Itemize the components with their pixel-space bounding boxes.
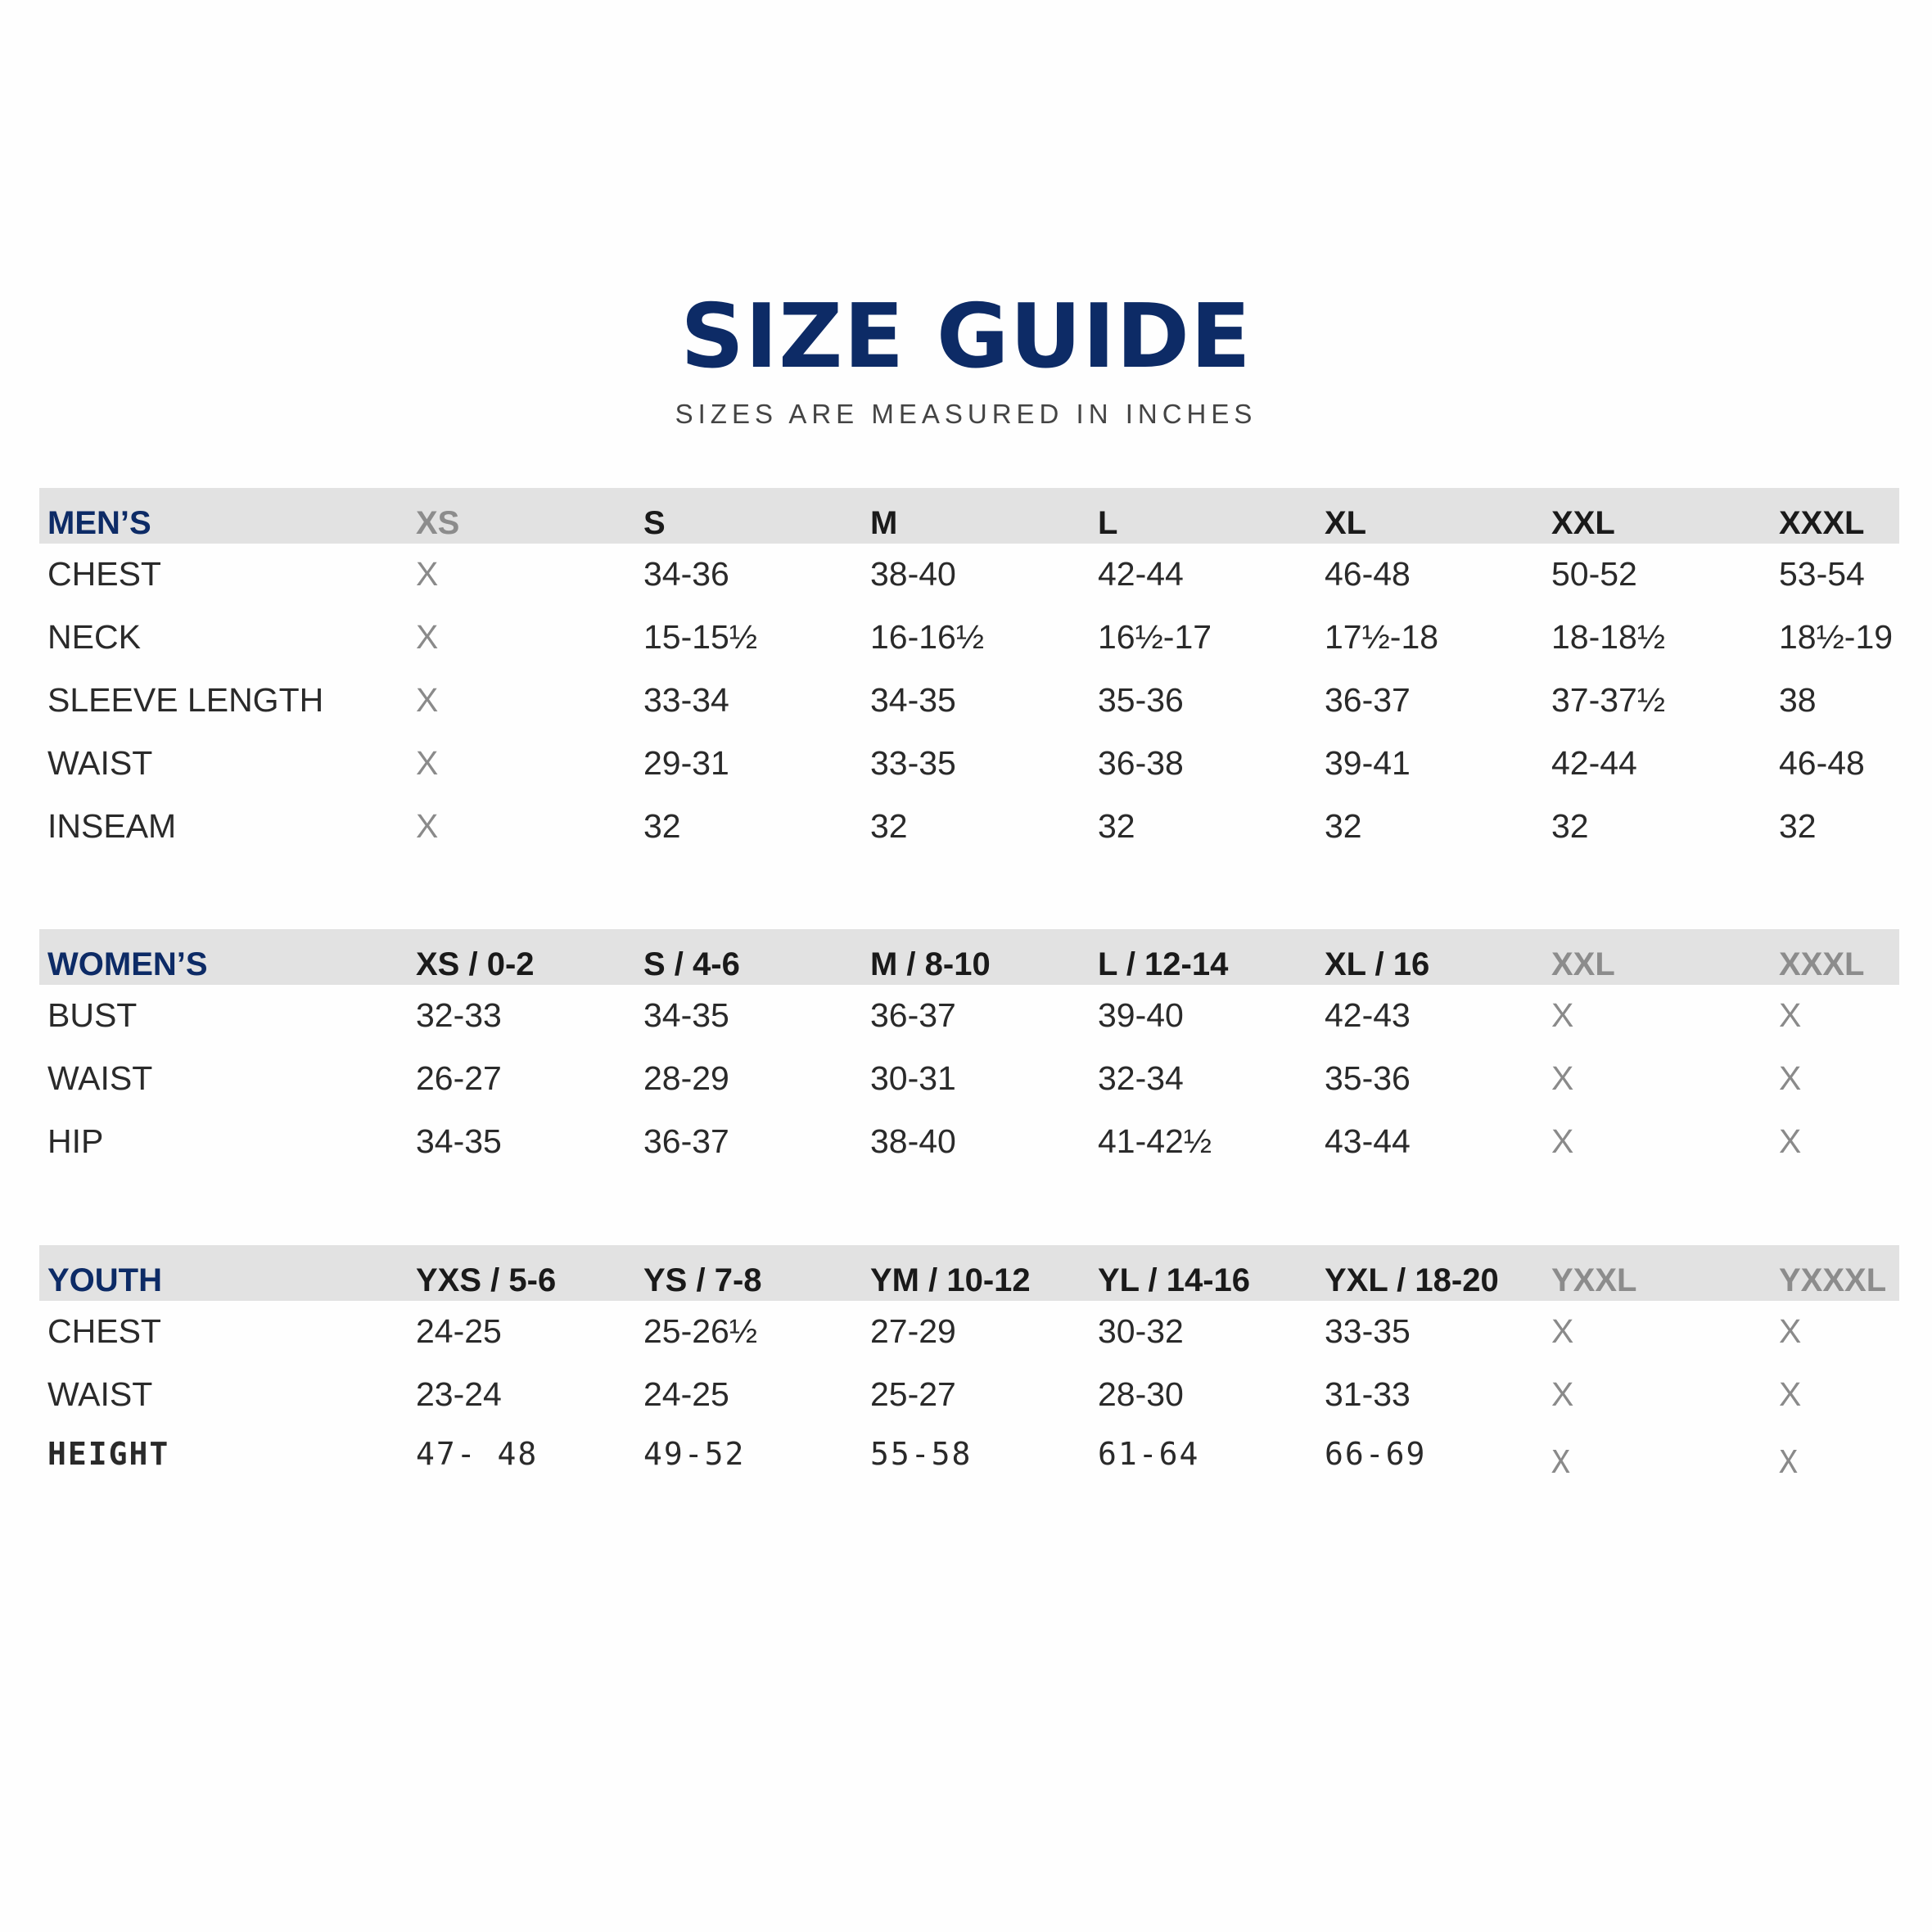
table-cell: 66-69 bbox=[1325, 1436, 1427, 1472]
table-cell: 39-40 bbox=[1098, 996, 1184, 1034]
mens-header-row bbox=[39, 488, 1899, 544]
table-cell: X bbox=[1779, 1444, 1799, 1480]
table-cell: X bbox=[1551, 1375, 1574, 1413]
table-cell: 33-35 bbox=[1325, 1312, 1411, 1350]
table-cell: 15-15½ bbox=[643, 618, 758, 656]
mens-size-m: M bbox=[870, 505, 898, 541]
table-cell: 46-48 bbox=[1779, 744, 1865, 782]
youth-size-table bbox=[39, 1245, 1899, 1490]
table-cell: 35-36 bbox=[1325, 1059, 1411, 1097]
womens-size-s: S / 4-6 bbox=[643, 946, 740, 982]
mens-size-s: S bbox=[643, 505, 666, 541]
mens-size-xxxl: XXXL bbox=[1779, 505, 1865, 541]
table-cell: 34-35 bbox=[643, 996, 729, 1034]
table-cell: 47- 48 bbox=[416, 1436, 539, 1472]
table-cell: 35-36 bbox=[1098, 681, 1184, 719]
table-cell: 36-37 bbox=[1325, 681, 1411, 719]
womens-size-xs: XS / 0-2 bbox=[416, 946, 535, 982]
womens-row-bust bbox=[39, 985, 1899, 1048]
womens-size-xxxl: XXXL bbox=[1779, 946, 1865, 982]
table-cell: X bbox=[1551, 996, 1574, 1034]
mens-row-waist bbox=[39, 733, 1899, 796]
womens-row-waist bbox=[39, 1048, 1899, 1111]
row-label: WAIST bbox=[47, 1375, 153, 1413]
row-label: BUST bbox=[47, 996, 138, 1034]
table-cell: 42-43 bbox=[1325, 996, 1411, 1034]
table-cell: 31-33 bbox=[1325, 1375, 1411, 1413]
table-cell: X bbox=[416, 618, 439, 656]
table-cell: 37-37½ bbox=[1551, 681, 1666, 719]
mens-section-title: MEN’S bbox=[47, 505, 151, 541]
row-label: CHEST bbox=[47, 555, 161, 593]
table-cell: X bbox=[1779, 996, 1802, 1034]
table-cell: 36-37 bbox=[643, 1122, 729, 1160]
table-cell: 24-25 bbox=[416, 1312, 502, 1350]
table-cell: 16-16½ bbox=[870, 618, 985, 656]
row-label: HIP bbox=[47, 1122, 104, 1160]
table-cell: 36-38 bbox=[1098, 744, 1184, 782]
table-cell: 50-52 bbox=[1551, 555, 1637, 593]
page-title: SIZE GUIDE bbox=[680, 286, 1252, 388]
table-cell: 55-58 bbox=[870, 1436, 973, 1472]
youth-section-title: YOUTH bbox=[47, 1262, 162, 1298]
table-cell: 53-54 bbox=[1779, 555, 1865, 593]
table-cell: 42-44 bbox=[1098, 555, 1184, 593]
table-cell: 32 bbox=[870, 807, 908, 845]
table-cell: 33-34 bbox=[643, 681, 729, 719]
table-cell: 34-35 bbox=[870, 681, 956, 719]
table-cell: 38-40 bbox=[870, 555, 956, 593]
table-cell: 28-29 bbox=[643, 1059, 729, 1097]
table-cell: X bbox=[1779, 1059, 1802, 1097]
youth-size-yxs: YXS / 5-6 bbox=[416, 1262, 557, 1298]
table-cell: X bbox=[1779, 1312, 1802, 1350]
table-cell: 26-27 bbox=[416, 1059, 502, 1097]
mens-size-table bbox=[39, 488, 1899, 859]
row-label: CHEST bbox=[47, 1312, 161, 1350]
table-cell: X bbox=[416, 744, 439, 782]
table-cell: 34-36 bbox=[643, 555, 729, 593]
table-cell: 42-44 bbox=[1551, 744, 1637, 782]
table-cell: 23-24 bbox=[416, 1375, 502, 1413]
table-cell: 38 bbox=[1779, 681, 1817, 719]
table-cell: 30-32 bbox=[1098, 1312, 1184, 1350]
youth-size-yxxl: YXXL bbox=[1551, 1262, 1637, 1298]
womens-size-l: L / 12-14 bbox=[1098, 946, 1229, 982]
table-cell: 17½-18 bbox=[1325, 618, 1439, 656]
table-cell: 49-52 bbox=[643, 1436, 746, 1472]
table-cell: 39-41 bbox=[1325, 744, 1411, 782]
table-cell: 46-48 bbox=[1325, 555, 1411, 593]
table-cell: 32-33 bbox=[416, 996, 502, 1034]
youth-size-yl: YL / 14-16 bbox=[1098, 1262, 1251, 1298]
table-cell: 32-34 bbox=[1098, 1059, 1184, 1097]
page-subtitle: SIZES ARE MEASURED IN INCHES bbox=[675, 399, 1257, 429]
mens-size-xxl: XXL bbox=[1551, 505, 1615, 541]
womens-section-title: WOMEN’S bbox=[47, 946, 208, 982]
table-cell: X bbox=[1551, 1059, 1574, 1097]
table-cell: 18½-19 bbox=[1779, 618, 1894, 656]
table-cell: 18-18½ bbox=[1551, 618, 1666, 656]
mens-size-l: L bbox=[1098, 505, 1118, 541]
mens-size-xs: XS bbox=[416, 505, 460, 541]
table-cell: 16½-17 bbox=[1098, 618, 1212, 656]
row-label: WAIST bbox=[47, 1059, 153, 1097]
mens-size-xl: XL bbox=[1325, 505, 1367, 541]
youth-size-ym: YM / 10-12 bbox=[870, 1262, 1031, 1298]
row-label: NECK bbox=[47, 618, 141, 656]
table-cell: 27-29 bbox=[870, 1312, 956, 1350]
table-cell: 32 bbox=[1098, 807, 1135, 845]
row-label: INSEAM bbox=[47, 807, 177, 845]
table-cell: 36-37 bbox=[870, 996, 956, 1034]
table-cell: 33-35 bbox=[870, 744, 956, 782]
table-cell: 25-27 bbox=[870, 1375, 956, 1413]
table-cell: 32 bbox=[1779, 807, 1817, 845]
mens-row-neck bbox=[39, 607, 1899, 670]
table-cell: X bbox=[1551, 1122, 1574, 1160]
mens-row-chest bbox=[39, 544, 1899, 607]
youth-size-ys: YS / 7-8 bbox=[643, 1262, 762, 1298]
womens-row-hip bbox=[39, 1111, 1899, 1174]
youth-row-height bbox=[39, 1427, 1899, 1490]
row-label: SLEEVE LENGTH bbox=[47, 681, 324, 719]
table-cell: X bbox=[1779, 1122, 1802, 1160]
womens-size-xl: XL / 16 bbox=[1325, 946, 1430, 982]
table-cell: X bbox=[416, 681, 439, 719]
table-cell: 32 bbox=[1551, 807, 1589, 845]
table-cell: 24-25 bbox=[643, 1375, 729, 1413]
table-cell: 29-31 bbox=[643, 744, 729, 782]
table-cell: 28-30 bbox=[1098, 1375, 1184, 1413]
youth-row-waist bbox=[39, 1364, 1899, 1427]
table-cell: 34-35 bbox=[416, 1122, 502, 1160]
mens-row-sleeve-length bbox=[39, 670, 1899, 733]
youth-size-yxxxl: YXXXL bbox=[1779, 1262, 1887, 1298]
youth-row-chest bbox=[39, 1301, 1899, 1364]
womens-size-xxl: XXL bbox=[1551, 946, 1615, 982]
table-cell: X bbox=[416, 807, 439, 845]
womens-size-table bbox=[39, 929, 1899, 1174]
table-cell: 43-44 bbox=[1325, 1122, 1411, 1160]
table-cell: 41-42½ bbox=[1098, 1122, 1212, 1160]
table-cell: 30-31 bbox=[870, 1059, 956, 1097]
table-cell: 32 bbox=[1325, 807, 1362, 845]
row-label: HEIGHT bbox=[47, 1436, 170, 1472]
mens-row-inseam bbox=[39, 796, 1899, 859]
table-cell: X bbox=[1551, 1444, 1572, 1480]
table-cell: 25-26½ bbox=[643, 1312, 758, 1350]
row-label: WAIST bbox=[47, 744, 153, 782]
table-cell: X bbox=[1551, 1312, 1574, 1350]
womens-size-m: M / 8-10 bbox=[870, 946, 991, 982]
womens-header-row bbox=[39, 929, 1899, 985]
youth-size-yxl: YXL / 18-20 bbox=[1325, 1262, 1499, 1298]
table-cell: X bbox=[1779, 1375, 1802, 1413]
youth-header-row bbox=[39, 1245, 1899, 1301]
table-cell: 61-64 bbox=[1098, 1436, 1200, 1472]
table-cell: 32 bbox=[643, 807, 681, 845]
table-cell: X bbox=[416, 555, 439, 593]
table-cell: 38-40 bbox=[870, 1122, 956, 1160]
